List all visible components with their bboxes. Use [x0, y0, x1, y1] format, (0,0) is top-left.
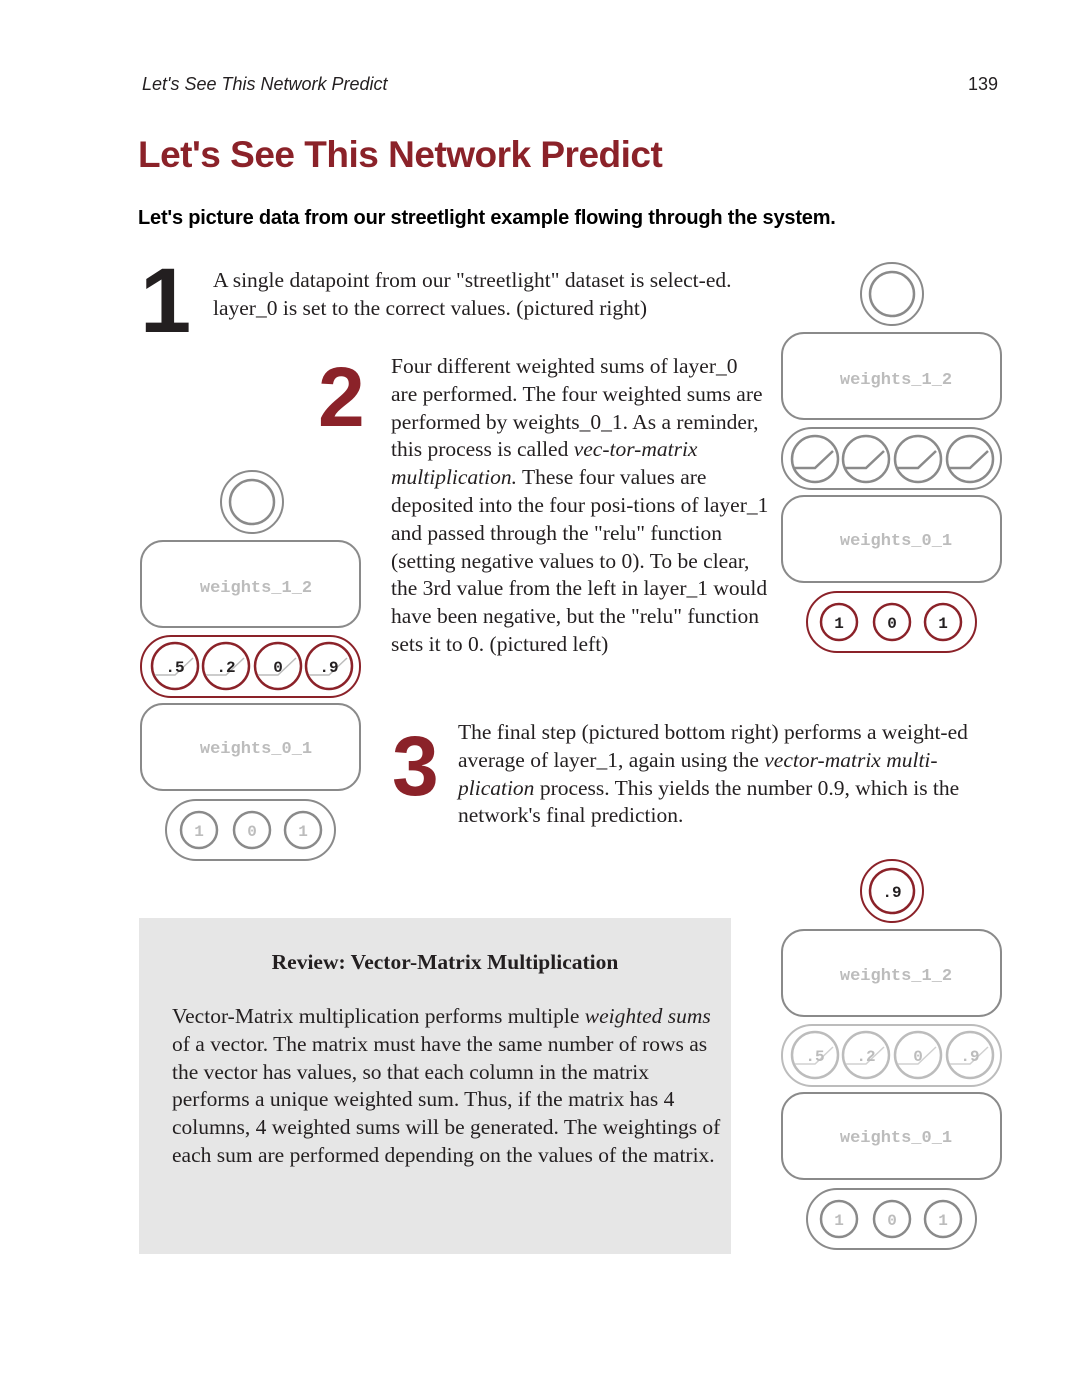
input-layer [807, 1189, 976, 1249]
hidden-value: .5 [165, 659, 185, 677]
diagram-step-2 [141, 471, 360, 860]
input-value: 1 [834, 615, 844, 633]
weights-0-1-label: weights_0_1 [839, 532, 953, 551]
input-layer [166, 800, 335, 860]
input-value: 1 [938, 1212, 948, 1230]
hidden-value: .5 [805, 1048, 825, 1066]
weights-1-2-label: weights_1_2 [839, 371, 953, 390]
step-1-number: 1 [140, 250, 192, 352]
diagram-step-3 [782, 860, 1001, 1249]
hidden-value: 0 [913, 1048, 923, 1066]
weights-0-1-box [782, 496, 1001, 582]
output-neuron [221, 471, 283, 533]
step-3-number: 3 [392, 719, 439, 813]
subtitle: Let's picture data from our streetlight example flowing through the system. [138, 207, 836, 229]
page-title: Let's See This Network Predict [138, 134, 663, 175]
output-neuron [861, 263, 923, 325]
hidden-value: .9 [319, 659, 339, 677]
weights-0-1-box [141, 704, 360, 790]
review-body: Vector-Matrix multiplication performs multiple weighted sums of a vector. The matrix must have the same number of rows as the vector has values, so that each column in the matrix performs a unique weighted sum. Thus, if the matrix has 4 columns, 4 weighted sums will be generated. The weightings of each sum are performed depending on the values of the matrix. [172, 1004, 721, 1167]
weights-1-2-label: weights_1_2 [199, 579, 313, 598]
running-head: Let's See This Network Predict [142, 74, 388, 94]
input-value: 1 [194, 823, 204, 841]
input-value: 0 [887, 615, 897, 633]
hidden-layer-row [782, 1025, 1001, 1086]
step-2-text: Four different weighted sums of layer_0 are performed. The four weighted sums are performed by weights_0_1. As a reminder, this process is called vec-tor-matrix multiplication. These four values are deposited into the four posi-tions of layer_1 and passed through the "relu" function (setting negative values to 0). To be clear, the 3rd value from the left in layer_1 would have been negative, but the "relu" function sets it to 0. (pictured left) [391, 354, 769, 656]
input-value: 0 [247, 823, 257, 841]
weights-0-1-label: weights_0_1 [199, 740, 313, 759]
step-1-text: A single datapoint from our "streetlight" dataset is select-ed. layer_0 is set to the correct values. (pictured right) [213, 268, 732, 320]
hidden-value: 0 [273, 659, 283, 677]
input-value: 1 [298, 823, 308, 841]
prediction-value: .9 [882, 884, 902, 902]
step-2-number: 2 [318, 350, 365, 444]
weights-1-2-box [782, 333, 1001, 419]
weights-1-2-label: weights_1_2 [839, 967, 953, 986]
step-3-text: The final step (pictured bottom right) performs a weight-ed average of layer_1, again using the vector-matrix multi-plication process. This yields the number 0.9, which is the network's final prediction. [458, 720, 968, 828]
diagram-step-1 [782, 263, 1001, 652]
hidden-value: .9 [960, 1048, 980, 1066]
review-title: Review: Vector-Matrix Multiplication [271, 950, 619, 974]
input-value: 0 [887, 1212, 897, 1230]
hidden-layer-row [141, 636, 360, 697]
input-layer [807, 592, 976, 652]
hidden-layer-row [782, 428, 1001, 489]
input-value: 1 [938, 615, 948, 633]
page-number: 139 [968, 74, 999, 94]
weights-0-1-label: weights_0_1 [839, 1129, 953, 1148]
weights-0-1-box [782, 1093, 1001, 1179]
hidden-value: .2 [216, 659, 236, 677]
output-neuron [861, 860, 923, 922]
weights-1-2-box [782, 930, 1001, 1016]
weights-1-2-box [141, 541, 360, 627]
hidden-value: .2 [856, 1048, 876, 1066]
input-value: 1 [834, 1212, 844, 1230]
